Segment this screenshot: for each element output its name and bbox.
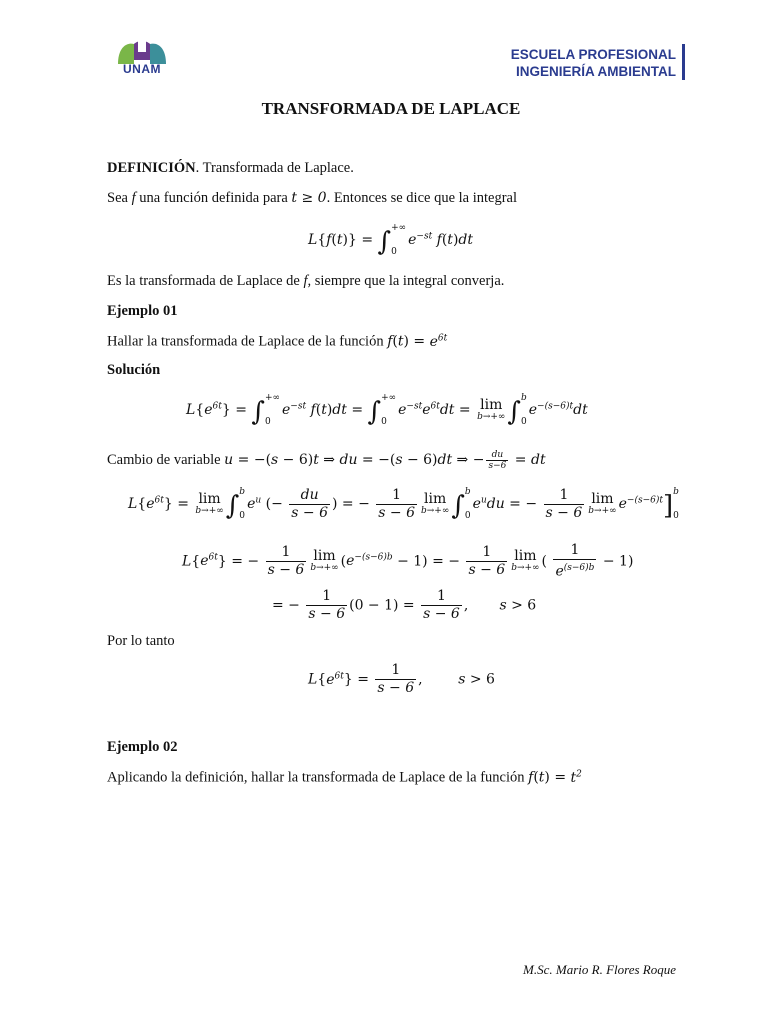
solution-label: Solución bbox=[107, 362, 161, 378]
solution-equation-2: $L\{e^{6t}\}$ = lim b→+∞ ∫ b 0 $e^u$ (− $\frac{du}{s - 6}$ ) = − $\frac{1}{s - 6}$ lim b→+∞ ∫ b 0 $e^udu$ = − $\frac{1}{s - 6}$ lim b→+∞ $e^{-(s-6)t}$] b 0 bbox=[128, 486, 679, 521]
definition-label: DEFINICIÓN bbox=[107, 160, 196, 176]
example2-statement: Aplicando la definición, hallar la transformada de Laplace de la función $f(t) = t^2$ bbox=[107, 769, 582, 786]
school-line-2: INGENIERÍA AMBIENTAL bbox=[516, 64, 676, 79]
solution-equation-3: $L\{e^{6t}\}$ = − $\frac{1}{s - 6}$ lim b→+∞ $(e^{-(s-6)b} - 1)$ = − $\frac{1}{s - 6}$ lim b→+∞ ( $\frac{1}{e^{(s-6)b}}$ − 1) bbox=[182, 542, 634, 580]
example2-heading: Ejemplo 02 bbox=[107, 739, 178, 755]
header-accent-bar bbox=[682, 44, 685, 80]
author-footer: M.Sc. Mario R. Flores Roque bbox=[523, 962, 676, 977]
definition-heading bbox=[107, 160, 354, 177]
school-line-1: ESCUELA PROFESIONAL bbox=[510, 47, 676, 62]
logo-text: UNAM bbox=[123, 62, 161, 76]
solution-equation-4: = − $\frac{1}{s - 6}$ (0 − 1) = $\frac{1}{s - 6}$ , s > 6 bbox=[272, 588, 537, 622]
final-result-equation: $L\{e^{6t}\}$ = $\frac{1}{s - 6}$ , s > 6 bbox=[308, 662, 495, 696]
school-name bbox=[511, 46, 676, 80]
unam-logo bbox=[112, 36, 172, 84]
example1-statement: Hallar la transformada de Laplace de la función $f(t) = e^{6t}$ bbox=[107, 333, 448, 350]
example1-heading: Ejemplo 01 bbox=[107, 303, 178, 319]
definition-sentence: Sea f una función definida para t ≥ 0. Entonces se dice que la integral bbox=[107, 190, 518, 206]
page-title: TRANSFORMADA DE LAPLACE bbox=[261, 99, 521, 118]
definition-conclusion: Es la transformada de Laplace de f, siempre que la integral converja. bbox=[107, 273, 505, 289]
definition-equation: L{f(t)} = ∫ +∞ 0 $e^{-st}$ f(t)dt bbox=[308, 223, 473, 257]
definition-heading-rest: . Transformada de Laplace. bbox=[195, 160, 354, 176]
solution-equation-1: $L\{e^{6t}\}$ = ∫ +∞ 0 $e^{-st}$ f(t)dt = ∫ +∞ 0 $e^{-st}e^{6t}dt$ = lim b→+∞ ∫ b 0 $e^{-(s-6)t}dt$ bbox=[186, 393, 588, 427]
therefore-label: Por lo tanto bbox=[107, 633, 175, 649]
change-of-variable: Cambio de variable u = −(s − 6)t ⇒ du = −(s − 6)dt ⇒ − $\frac{du}{s-6}$ = dt bbox=[107, 450, 546, 471]
